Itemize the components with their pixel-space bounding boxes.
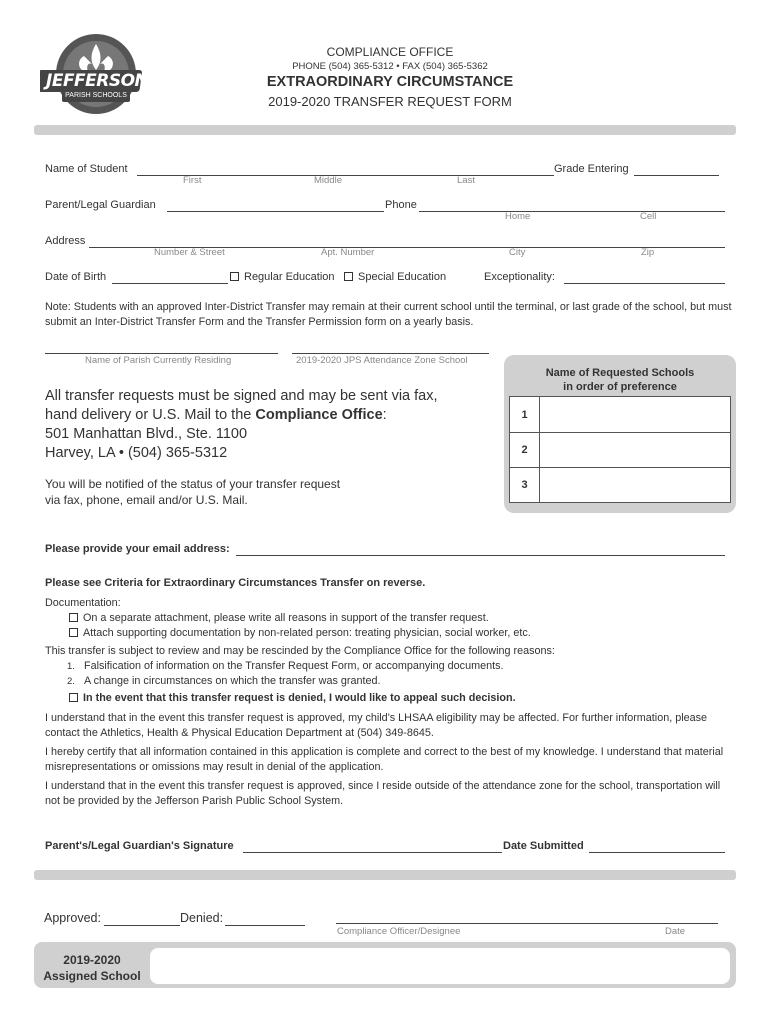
denied-label: Denied: (180, 911, 224, 925)
office-name: COMPLIANCE OFFICE (326, 45, 454, 59)
documentation-label: Documentation: (45, 597, 121, 609)
form-title-line1: EXTRAORDINARY CIRCUMSTANCE (266, 74, 514, 90)
certification-paragraph: I hereby certify that all information contained in this application is complete and correct to the best of my knowledge. I understand that material misrepresentations or omissions may result in denial of the application. (45, 746, 724, 773)
first-name-hint: First (183, 175, 202, 186)
cell-phone-hint: Cell (640, 211, 657, 222)
checkbox-icon (69, 628, 78, 637)
signature-label: Parent's/Legal Guardian's Signature (45, 840, 234, 852)
middle-name-hint: Middle (314, 175, 342, 186)
logo-wordmark: JEFFERSON (46, 71, 149, 91)
special-education-option[interactable] (344, 271, 446, 283)
form-title-line2: 2019-2020 TRANSFER REQUEST FORM (268, 94, 512, 109)
last-name-hint: Last (457, 175, 475, 186)
preference-row-3 (510, 467, 730, 502)
compliance-office-name: Compliance Office (255, 407, 383, 423)
appeal-label: In the event that this transfer request is denied, I would like to appeal such decision. (83, 692, 516, 704)
notification-text: You will be notified of the status of your transfer request via fax, phone, email and/or U.S. Mail. (45, 477, 341, 507)
dob-label: Date of Birth (45, 271, 107, 283)
top-divider-bar (34, 125, 736, 135)
guardian-name-field[interactable] (167, 211, 384, 212)
rescind-section (45, 644, 735, 689)
assigned-school-heading (34, 952, 150, 984)
checkbox-icon (69, 613, 78, 622)
preference-number: 1 (510, 397, 540, 432)
preference-number: 2 (510, 433, 540, 467)
regular-education-checkbox[interactable] (230, 272, 239, 281)
special-education-checkbox[interactable] (344, 272, 353, 281)
inter-district-note: Note: Students with an approved Inter-District Transfer may remain at their current school until the terminal, or last grade of the school, but must submit an Inter-District Transfer Form and the Transfer Permission form on a yearly basis. (45, 301, 732, 328)
parish-label: Name of Parish Currently Residing (85, 355, 232, 366)
criteria-note: Please see Criteria for Extraordinary Circumstances Transfer on reverse. (45, 577, 426, 589)
regular-education-label: Regular Education (244, 271, 335, 283)
submission-instructions (45, 387, 438, 463)
guardian-label: Parent/Legal Guardian (45, 199, 156, 211)
special-education-label: Special Education (358, 271, 447, 283)
street-hint: Number & Street (154, 247, 225, 258)
signature-field[interactable] (243, 852, 502, 853)
preference-number: 3 (510, 468, 540, 502)
preference-school-field[interactable] (540, 468, 730, 502)
zone-school-label: 2019-2020 JPS Attendance Zone School (296, 355, 468, 366)
assigned-label: Assigned School (43, 969, 141, 983)
zone-school-field[interactable] (292, 353, 489, 354)
grade-entering-field[interactable] (634, 175, 719, 176)
transportation-paragraph: I understand that in the event this transfer request is approved, since I reside outside of the attendance zone for the school, transportation will not be provided by the Jefferson Parish Public School System. (45, 780, 721, 807)
email-field[interactable] (236, 555, 725, 556)
preference-school-field[interactable] (540, 397, 730, 432)
exceptionality-label: Exceptionality: (484, 271, 555, 283)
requested-schools-table (509, 396, 731, 503)
documentation-item: Attach supporting documentation by non-related person: treating physician, social worker, etc. (45, 626, 735, 641)
city-hint: City (509, 247, 526, 258)
apt-hint: Apt. Number (321, 247, 375, 258)
grade-entering-label: Grade Entering (554, 163, 629, 175)
regular-education-option[interactable] (230, 271, 335, 283)
denied-field[interactable] (225, 925, 305, 926)
preference-school-field[interactable] (540, 433, 730, 467)
preference-row-1 (510, 397, 730, 432)
compliance-officer-label: Compliance Officer/Designee (337, 926, 461, 937)
lhsaa-paragraph: I understand that in the event this transfer request is approved, my child's LHSAA eligibility may be affected. For further information, please contact the Athletics, Health & Physical Education Department at (504) 349-8645. (45, 712, 708, 739)
date-submitted-field[interactable] (589, 852, 725, 853)
submission-city-phone: Harvey, LA • (504) 365-5312 (45, 445, 228, 461)
appeal-checkbox[interactable] (69, 693, 78, 702)
home-phone-hint: Home (505, 211, 531, 222)
appeal-option[interactable] (69, 691, 516, 706)
submission-line-1: All transfer requests must be signed and may be sent via fax, (45, 388, 438, 404)
rescind-item: 1. Falsification of information on the Transfer Request Form, or accompanying documents. (67, 660, 504, 672)
requested-schools-heading: Name of Requested Schools in order of preference (545, 367, 695, 393)
student-name-label: Name of Student (45, 163, 128, 175)
documentation-item: On a separate attachment, please write all reasons in support of the transfer request. (45, 611, 735, 626)
parish-field[interactable] (45, 353, 278, 354)
logo-subtitle: PARISH SCHOOLS (65, 92, 127, 99)
assigned-school-field[interactable] (150, 948, 730, 984)
rescind-item: 2. A change in circumstances on which the transfer was granted. (67, 675, 381, 687)
preference-row-2 (510, 432, 730, 467)
address-label: Address (45, 235, 86, 247)
exceptionality-field[interactable] (564, 283, 725, 284)
submission-line-2: hand delivery or U.S. Mail to the Compliance Office: (45, 407, 387, 423)
zip-hint: Zip (641, 247, 655, 258)
rescind-intro: This transfer is subject to review and may be rescinded by the Compliance Office for the following reasons: (45, 645, 555, 657)
phone-label: Phone (385, 199, 417, 211)
date-submitted-label: Date Submitted (503, 840, 584, 852)
documentation-section (45, 596, 735, 641)
compliance-officer-field[interactable] (336, 923, 718, 924)
office-contact: PHONE (504) 365-5312 • FAX (504) 365-5362 (292, 61, 488, 72)
approved-field[interactable] (104, 925, 180, 926)
phone-field[interactable] (419, 211, 725, 212)
assigned-year: 2019-2020 (63, 953, 121, 967)
email-label: Please provide your email address: (45, 543, 230, 555)
approved-label: Approved: (44, 911, 101, 925)
officer-date-label: Date (665, 926, 686, 937)
submission-address: 501 Manhattan Blvd., Ste. 1100 (45, 426, 248, 442)
jefferson-logo (40, 30, 152, 122)
bottom-divider-bar (34, 870, 736, 880)
dob-field[interactable] (112, 283, 228, 284)
